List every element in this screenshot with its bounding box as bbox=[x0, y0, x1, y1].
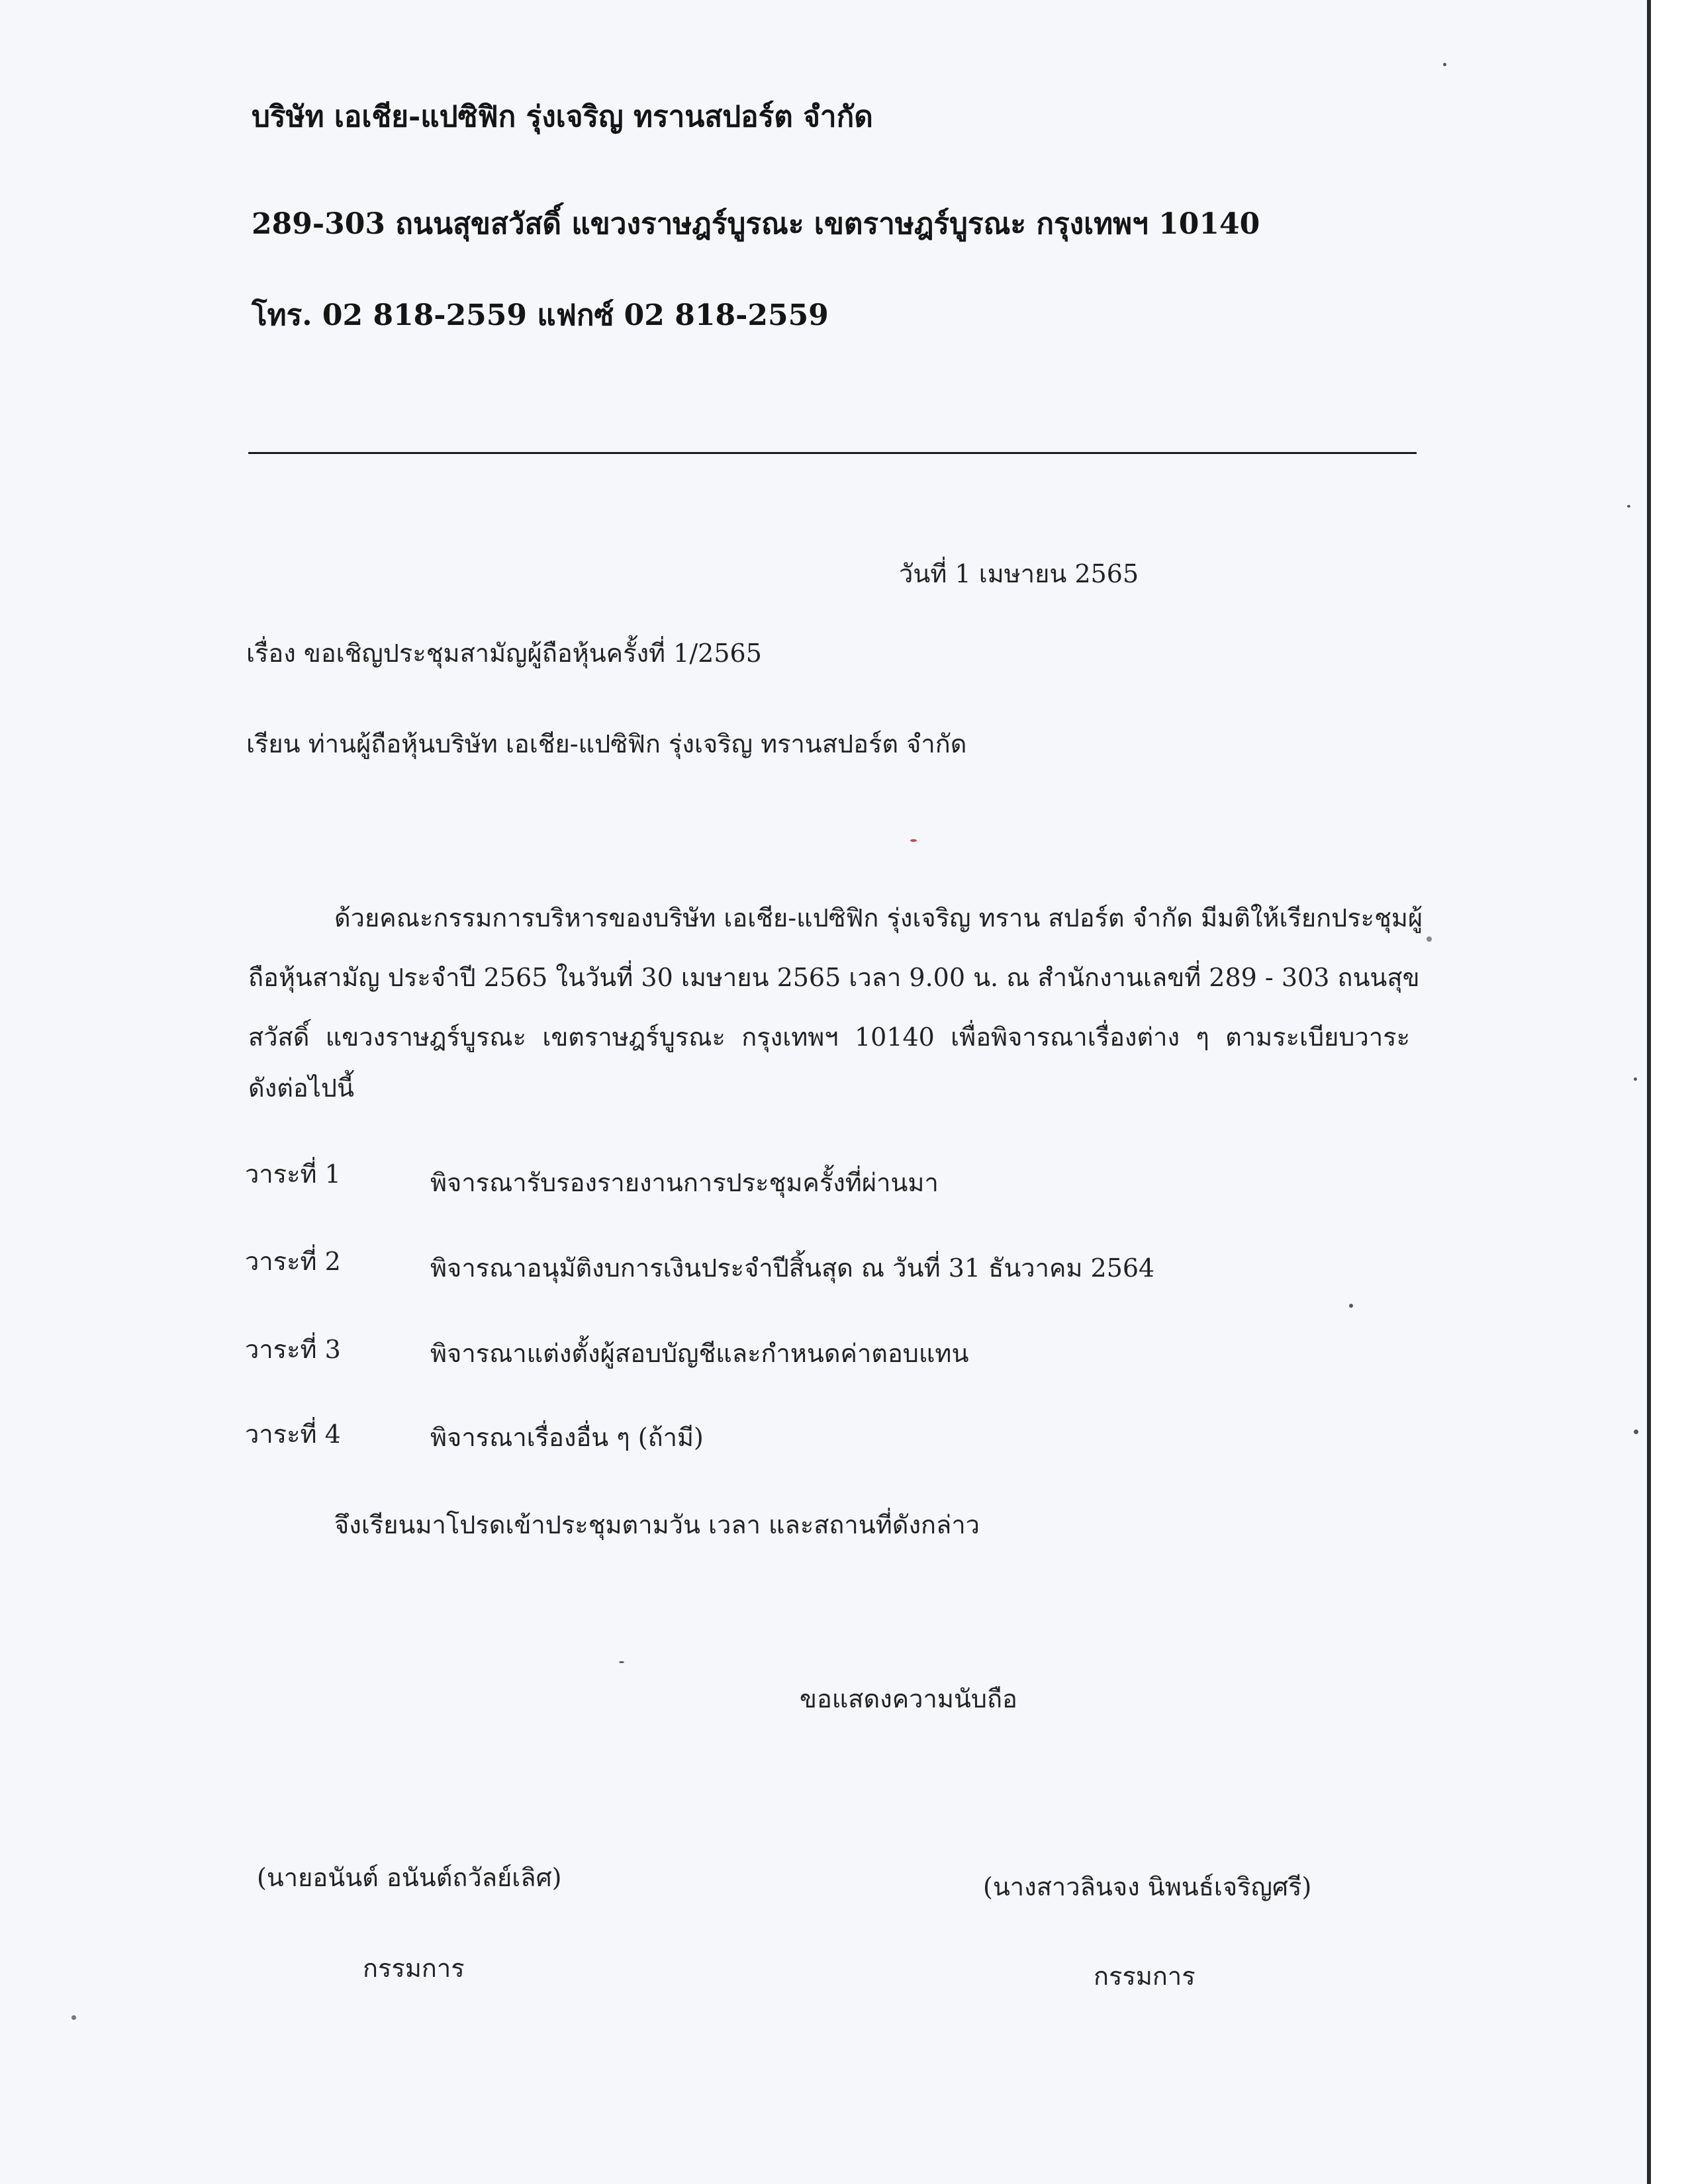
scan-speck bbox=[910, 839, 917, 842]
letterhead-divider bbox=[248, 452, 1417, 454]
signatory-title-left: กรรมการ bbox=[363, 1954, 465, 1983]
letter-subject: เรื่อง ขอเชิญประชุมสามัญผู้ถือหุ้นครั้งที่ 1/2565 bbox=[246, 639, 762, 668]
agenda-item: พิจารณาอนุมัติงบการเงินประจำปีสิ้นสุด ณ วันที่ 31 ธันวาคม 2564 bbox=[430, 1253, 1155, 1283]
agenda-label: วาระที่ 1 bbox=[245, 1160, 341, 1189]
agenda-item: พิจารณารับรองรายงานการประชุมครั้งที่ผ่านมา bbox=[430, 1168, 939, 1197]
paragraph-line: สวัสดิ์ แขวงราษฎร์บูรณะ เขตราษฎร์บูรณะ กรุงเทพฯ 10140 เพื่อพิจารณาเรื่องต่าง ๆ ตามระเบียบวาระ bbox=[248, 1023, 1410, 1052]
agenda-label: วาระที่ 3 bbox=[245, 1335, 341, 1364]
letter-addressee: เรียน ท่านผู้ถือหุ้นบริษัท เอเชีย-แปซิฟิก รุ่งเจริญ ทรานสปอร์ต จำกัด bbox=[246, 729, 967, 758]
company-contact: โทร. 02 818-2559 แฟกซ์ 02 818-2559 bbox=[252, 298, 829, 332]
agenda-item: พิจารณาแต่งตั้งผู้สอบบัญชีและกำหนดค่าตอบแทน bbox=[430, 1339, 969, 1368]
company-address: 289-303 ถนนสุขสวัสดิ์ แขวงราษฎร์บูรณะ เขตราษฎร์บูรณะ กรุงเทพฯ 10140 bbox=[252, 207, 1260, 241]
agenda-item: พิจารณาเรื่องอื่น ๆ (ถ้ามี) bbox=[430, 1423, 704, 1452]
letter-date: วันที่ 1 เมษายน 2565 bbox=[899, 559, 1139, 588]
signatory-title-right: กรรมการ bbox=[1094, 1962, 1196, 1991]
scan-speck bbox=[1634, 1430, 1638, 1434]
paragraph-line: ด้วยคณะกรรมการบริหารของบริษัท เอเชีย-แปซิฟิก รุ่งเจริญ ทราน สปอร์ต จำกัด มีมติให้เรียกประชุมผู้ bbox=[334, 903, 1423, 933]
scan-speck bbox=[1634, 1077, 1637, 1081]
company-name: บริษัท เอเชีย-แปซิฟิก รุ่งเจริญ ทรานสปอร์ต จำกัด bbox=[252, 100, 873, 134]
scan-speck bbox=[1349, 1304, 1353, 1308]
scan-speck bbox=[71, 2015, 76, 2020]
scan-speck bbox=[1427, 936, 1432, 942]
closing-line: จึงเรียนมาโปรดเข้าประชุมตามวัน เวลา และสถานที่ดังกล่าว bbox=[334, 1510, 980, 1539]
scan-speck bbox=[619, 1661, 624, 1663]
signatory-name-right: (นางสาวลินจง นิพนธ์เจริญศรี) bbox=[983, 1872, 1312, 1901]
agenda-label: วาระที่ 2 bbox=[245, 1247, 341, 1276]
sign-off: ขอแสดงความนับถือ bbox=[800, 1684, 1017, 1713]
scan-margin bbox=[1651, 0, 1688, 2184]
paragraph-line: ถือหุ้นสามัญ ประจำปี 2565 ในวันที่ 30 เมษายน 2565 เวลา 9.00 น. ณ สำนักงานเลขที่ 289 - 303 ถนนสุข bbox=[248, 963, 1420, 992]
signatory-name-left: (นายอนันต์ อนันต์ถวัลย์เลิศ) bbox=[257, 1863, 562, 1892]
paragraph-line: ดังต่อไปนี้ bbox=[248, 1073, 354, 1103]
agenda-label: วาระที่ 4 bbox=[245, 1420, 341, 1449]
scan-speck bbox=[1627, 505, 1630, 508]
scan-speck bbox=[1443, 63, 1446, 66]
